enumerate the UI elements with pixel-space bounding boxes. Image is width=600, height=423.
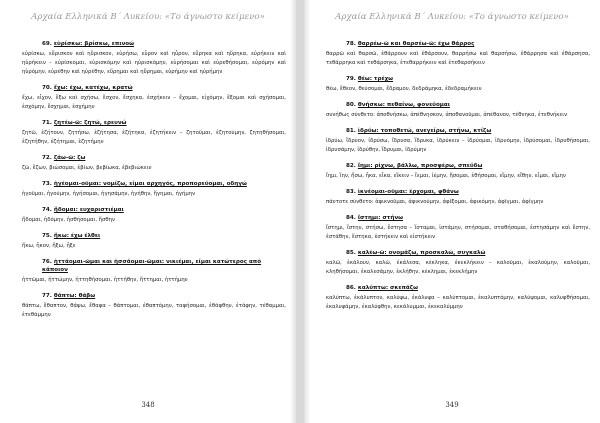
entry-heading — [346, 162, 590, 170]
verb-entry — [22, 154, 286, 173]
left-page-header: Αρχαία Ελληνικά Β΄ Λυκείου: «Το άγνωστο κείμενο» — [31, 12, 265, 22]
entry-heading — [346, 75, 590, 83]
verb-entry — [22, 180, 286, 199]
entry-number: 69. — [42, 41, 52, 47]
entry-forms: ζητῶ, ἐζήτουν, ζητήσω, ἐζήτησα, ἐζήτηκα, ἐζητήκειν – ζητοῦμαι, ἐζητούμην, ζητηθήσομαι, ἐζητήθην, ἐζήτημαι, ἐζητήμην — [22, 130, 286, 145]
entry-number: 74. — [42, 207, 52, 213]
left-page — [0, 0, 296, 423]
entry-forms: ἱδρύω, ἵδρυον, ἱδρύσω, ἵδρυσα, ἵδρυκα, ἱδρύκειν – ἱδρύομαι, ἱδρυόμην, ἱδρύσομαι, ἱδρυθήσομαι, ἱδρυσάμην, ἱδρύθην, ἵδρυμαι, ἱδρύμην — [326, 138, 590, 153]
verb-entry — [22, 40, 286, 77]
entry-forms: ἥκω, ἧκον, ἥξω, ἧξε — [22, 243, 76, 249]
entry-number: 77. — [42, 293, 52, 299]
entry-heading — [42, 119, 286, 127]
verb-entry — [326, 40, 590, 68]
verb-entry — [326, 162, 590, 181]
entry-forms: θαρρῶ καὶ θαρσῶ, ἐθάρρουν καὶ ἐθάρσουν, θαρρήσω καὶ θαρσήσω, ἐθάρρησα καὶ ἐθάρσησα, τεθάρρηκα καὶ τεθάρσηκα, ἐτεθαρρήκειν καὶ ἐτεθαρσήκειν — [326, 51, 590, 66]
entry-title: ἡγέομαι-οῦμαι: νομίζω, είμαι αρχηγός, προπορεύομαι, οδηγώ — [53, 181, 247, 187]
entry-title: θέω: τρέχω — [357, 76, 394, 82]
entry-number: 81. — [346, 128, 356, 134]
entry-heading — [346, 127, 590, 135]
verb-entry — [22, 292, 286, 320]
entry-heading — [346, 249, 590, 257]
entry-number: 82. — [346, 163, 356, 169]
verb-entry — [22, 84, 286, 112]
entry-heading — [346, 284, 590, 292]
entry-number: 75. — [42, 233, 52, 239]
left-page-number: 348 — [141, 401, 155, 409]
entry-forms: ἥδομαι, ἡδόμην, ἡσθήσομαι, ἥσθην — [22, 217, 115, 223]
entry-heading — [346, 188, 590, 196]
entry-heading — [42, 232, 286, 240]
entry-title: εὑρίσκω: βρίσκω, επινοώ — [53, 41, 135, 47]
entry-heading — [42, 206, 286, 214]
entry-title: ἥκω: έχω έλθει — [53, 233, 101, 239]
entry-title: ἱδρύω: τοποθετώ, ανεγείρω, στήνω, κτίζω — [357, 128, 492, 134]
entry-number: 80. — [346, 102, 356, 108]
entry-title: ἵστημι: στήνω — [357, 215, 404, 221]
entry-forms: ἡγοῦμαι, ἡγούμην, ἡγήσομαι, ἡγησάμην, ἡγήθην, ἥγημαι, ἡγήμην — [22, 191, 196, 197]
entry-title: καλέω-ῶ: ονομάζω, προσκαλώ, συγκαλώ — [357, 250, 486, 256]
verb-entry — [22, 119, 286, 147]
entry-forms: ζῶ, ἔζων, βιώσομαι, ἐβίων, βεβίωκα, ἐβεβιώκειν — [22, 165, 152, 171]
entry-forms: καλύπτω, ἐκάλυπτον, καλύψω, ἐκάλυψα – καλύπτομαι, ἐκαλυπτόμην, καλύψομαι, καλυφθήσομαι, ἐκαλυψάμην, ἐκαλύφθην, κεκάλυμμαι, ἐκεκαλύμμην — [326, 295, 590, 310]
entry-forms: ἔχω, εἶχον, ἕξω καὶ σχήσω, ἔσχον, ἔσχηκα, ἐσχήκειν – ἔχομαι, εἰχόμην, ἕξομαι καὶ σχήσομαι, ἐσχόμην, ἔσχημαι, ἐσχήμην — [22, 95, 286, 110]
entry-forms: ἡττῶμαι, ἡττώμην, ἡττηθήσομαι, ἡττήθην, ἥττημαι, ἡττήμην — [22, 277, 188, 283]
entry-heading — [346, 40, 590, 48]
entry-number: 70. — [42, 85, 52, 91]
entry-forms: καλῶ, ἐκάλουν, καλῶ, ἐκάλεσα, κέκληκα, ἐκεκλήκειν – καλοῦμαι, ἐκαλούμην, καλοῦμαι, κληθήσομαι, ἐκαλεσάμην, ἐκλήθην, κέκλημαι, ἐκεκλήμην — [326, 260, 590, 275]
verb-entry — [22, 206, 286, 225]
entry-title: θνήσκω: πεθαίνω, φονεύομαι — [357, 102, 450, 108]
entry-heading — [42, 84, 286, 92]
verb-entry — [22, 232, 286, 251]
right-page-header: Αρχαία Ελληνικά Β΄ Λυκείου: «Το άγνωστο κείμενο» — [335, 12, 569, 22]
entry-title: ζάω-ῶ: ζω — [53, 155, 86, 161]
entry-number: 79. — [346, 76, 356, 82]
entry-forms: ἵημι, ἵην, ἥσω, ἧκα, εἷκα, εἵκειν – ἵεμαι, ἱέμην, ἥσομαι, ἑθήσομαι, εἵμην, εἵθην, εἷμαι, εἵμην — [326, 173, 566, 179]
entry-title: καλύπτω: σκεπάζω — [357, 285, 418, 291]
verb-entry — [326, 101, 590, 120]
entry-title: ἔχω: έχω, κατέχω, κρατώ — [53, 85, 133, 91]
entry-number: 76. — [42, 259, 52, 265]
entry-heading — [42, 180, 286, 188]
entry-number: 83. — [346, 189, 356, 195]
entry-title: ἵημι: ρίχνω, βάλλω, προσφέρω, σπεύδω — [357, 163, 483, 169]
entry-heading — [42, 154, 286, 162]
entry-heading — [346, 101, 590, 109]
entry-number: 72. — [42, 155, 52, 161]
verb-entry — [22, 258, 286, 285]
verb-entry — [326, 75, 590, 94]
verb-entry — [326, 188, 590, 207]
verb-entry — [326, 284, 590, 312]
entry-forms: θάπτω, ἔθαπτον, θάψω, ἔθαψα – θάπτομαι, ἐθαπτόμην, ταφήσομαι, ἐθάφθην, ἐτάφην, τέθαμμαι, ἐτεθάμμην — [22, 303, 286, 318]
entry-title: ἥδομαι: ευχαριστιέμαι — [53, 207, 124, 213]
entry-title: θαρρέω-ῶ και θαρσέω-ῶ: έχω θάρρος — [357, 41, 475, 47]
entry-title: ζητέω-ῶ: ζητώ, ερευνώ — [53, 120, 127, 126]
entry-title: θάπτω: θάβω — [53, 293, 96, 299]
entry-heading — [42, 258, 286, 274]
entry-number: 84. — [346, 215, 356, 221]
right-page — [304, 0, 600, 423]
left-page-content — [22, 40, 286, 327]
entry-number: 78. — [346, 41, 356, 47]
right-page-content — [326, 40, 590, 319]
entry-heading — [346, 214, 590, 222]
entry-heading — [42, 40, 286, 48]
entry-number: 86. — [346, 285, 356, 291]
entry-forms: θέω, ἔθεον, θεύσομαι, ἔδραμον, δεδράμηκα, ἐδεδραμήκειν — [326, 86, 482, 92]
entry-forms: συνήθως σύνθετο: ἀποθνήσκω, ἀπέθνησκον, ἀποθανοῦμαι, ἀπέθανον, τέθνηκα, ἐτεθνήκειν — [326, 112, 568, 118]
entry-forms: εὑρίσκω, εὕρισκον καὶ ηὕρισκον, εὑρήσω, εὗρον καὶ ηὗρον, εὕρηκα καὶ ηὕρηκα, εὑρήκειν καὶ ηὑρήκειν – εὑρίσκομαι, εὑρισκόμην καὶ ηὑρισκόμην, εὑρήσομαι καὶ εὑρεθήσομαι, εὑρόμην καὶ ηὑρόμην, εὑρέθην καὶ ηὑρέθην, εὕρημαι καὶ ηὕρημαι, εὑρήμην καὶ ηὑρήμην — [22, 51, 286, 75]
entry-number: 71. — [42, 120, 52, 126]
entry-forms: ἵστημι, ἵστην, στήσω, ἔστησα – ἵσταμαι, ἱστάμην, στήσομαι, σταθήσομαι, ἐστησάμην καὶ ἔστην, ἐστάθην, ἕστηκα, ἑστήκειν καὶ εἱστήκειν — [326, 225, 590, 240]
verb-entry — [326, 214, 590, 242]
entry-number: 85. — [346, 250, 356, 256]
entry-heading — [42, 292, 286, 300]
entry-number: 73. — [42, 181, 52, 187]
right-page-number: 349 — [445, 401, 459, 409]
entry-title: ἱκνέομαι-οῦμαι: έρχομαι, φθάνω — [357, 189, 459, 195]
entry-title: ἡττάομαι-ῶμαι και ἡσσάομαι-ῶμαι: νικιέμαι, είμαι κατώτερος από κάποιον — [42, 259, 262, 273]
verb-entry — [326, 249, 590, 277]
verb-entry — [326, 127, 590, 155]
entry-forms: πάντοτε σύνθετο: ἀφικνοῦμαι, ἀφικνούμην, ἀφίξομαι, ἀφικόμην, ἀφῖγμαι, ἀφίγμην — [326, 199, 544, 205]
